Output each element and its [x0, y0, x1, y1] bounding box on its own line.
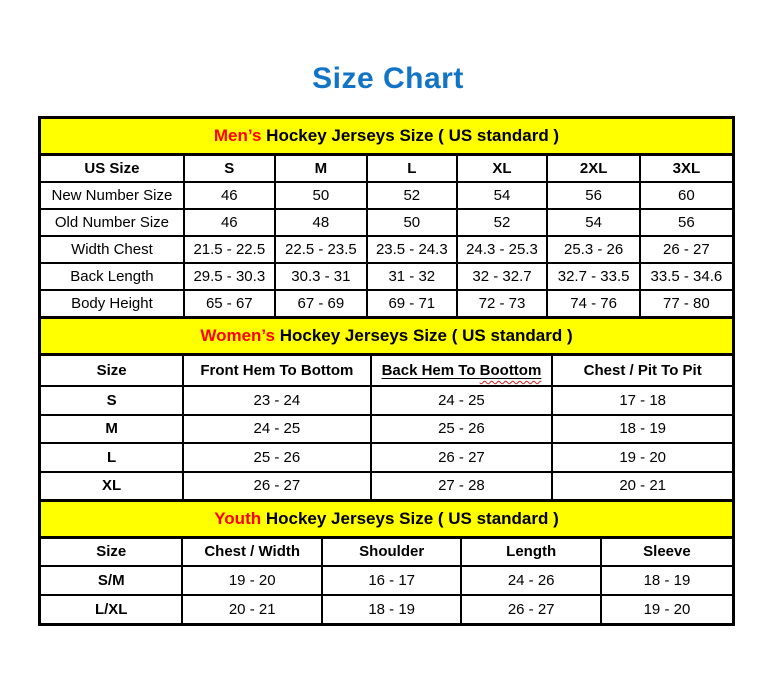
womens-section-band	[40, 318, 734, 355]
womens-header-row	[40, 355, 734, 387]
column-header-us-size: US Size	[40, 155, 184, 183]
youth-header-row	[40, 538, 734, 567]
table-row	[40, 472, 734, 501]
cell-value: 32 - 32.7	[457, 263, 548, 290]
column-header-back-hem	[371, 355, 553, 387]
youth-size-table	[38, 499, 735, 626]
womens-band-highlight: Women’s	[200, 326, 275, 346]
cell-value: 18 - 19	[552, 415, 733, 444]
column-header-chest-width: Chest / Width	[182, 538, 321, 567]
cell-value: 50	[367, 209, 457, 236]
cell-value: 25 - 26	[371, 415, 553, 444]
cell-value: 52	[457, 209, 548, 236]
row-label: S/M	[40, 566, 183, 595]
cell-value: 33.5 - 34.6	[640, 263, 734, 290]
cell-value: 18 - 19	[601, 566, 734, 595]
womens-size-table	[38, 316, 735, 502]
cell-value: 24 - 25	[371, 386, 553, 415]
youth-band-text: Hockey Jerseys Size ( US standard )	[265, 509, 559, 529]
page-title: Size Chart	[312, 62, 464, 95]
cell-value: 54	[547, 209, 639, 236]
cell-value: 16 - 17	[322, 566, 461, 595]
misspelled-word: Boottom	[479, 361, 542, 379]
row-label: Width Chest	[40, 236, 184, 263]
row-label: L	[40, 443, 184, 472]
mens-section-band-row	[40, 118, 734, 155]
cell-value: 20 - 21	[182, 595, 321, 625]
cell-value: 30.3 - 31	[275, 263, 367, 290]
cell-value: 74 - 76	[547, 290, 639, 318]
row-label: XL	[40, 472, 184, 501]
cell-value: 25 - 26	[183, 443, 370, 472]
cell-value: 31 - 32	[367, 263, 457, 290]
mens-size-table	[38, 116, 735, 319]
table-row	[40, 443, 734, 472]
cell-value: 26 - 27	[640, 236, 734, 263]
womens-section-band-row	[40, 318, 734, 355]
column-header-size: Size	[40, 538, 183, 567]
back-hem-prefix: Back Hem To	[381, 361, 480, 379]
table-row	[40, 209, 734, 236]
row-label: Old Number Size	[40, 209, 184, 236]
cell-value: 67 - 69	[275, 290, 367, 318]
cell-value: 18 - 19	[322, 595, 461, 625]
cell-value: 77 - 80	[640, 290, 734, 318]
column-header-xl: XL	[457, 155, 548, 183]
table-row	[40, 386, 734, 415]
youth-section-band	[40, 501, 734, 538]
row-label: New Number Size	[40, 182, 184, 209]
youth-band-highlight: Youth	[214, 509, 262, 529]
cell-value: 27 - 28	[371, 472, 553, 501]
cell-value: 48	[275, 209, 367, 236]
cell-value: 56	[640, 209, 734, 236]
cell-value: 19 - 20	[601, 595, 734, 625]
column-header-l: L	[367, 155, 457, 183]
column-header-chest-pit: Chest / Pit To Pit	[552, 355, 733, 387]
cell-value: 26 - 27	[371, 443, 553, 472]
row-label: S	[40, 386, 184, 415]
cell-value: 46	[184, 209, 275, 236]
cell-value: 17 - 18	[552, 386, 733, 415]
cell-value: 20 - 21	[552, 472, 733, 501]
cell-value: 56	[547, 182, 639, 209]
column-header-3xl: 3XL	[640, 155, 734, 183]
cell-value: 69 - 71	[367, 290, 457, 318]
mens-header-row	[40, 155, 734, 183]
cell-value: 22.5 - 23.5	[275, 236, 367, 263]
cell-value: 24 - 25	[183, 415, 370, 444]
mens-band-highlight: Men’s	[213, 126, 262, 146]
row-label: Back Length	[40, 263, 184, 290]
cell-value: 19 - 20	[182, 566, 321, 595]
cell-value: 23 - 24	[183, 386, 370, 415]
cell-value: 24 - 26	[461, 566, 600, 595]
cell-value: 52	[367, 182, 457, 209]
column-header-shoulder: Shoulder	[322, 538, 461, 567]
cell-value: 54	[457, 182, 548, 209]
table-row	[40, 182, 734, 209]
column-header-length: Length	[461, 538, 600, 567]
row-label: Body Height	[40, 290, 184, 318]
table-row	[40, 595, 734, 625]
mens-band-text: Hockey Jerseys Size ( US standard )	[266, 126, 560, 146]
cell-value: 50	[275, 182, 367, 209]
cell-value: 29.5 - 30.3	[184, 263, 275, 290]
column-header-2xl: 2XL	[547, 155, 639, 183]
cell-value: 25.3 - 26	[547, 236, 639, 263]
column-header-m: M	[275, 155, 367, 183]
row-label: M	[40, 415, 184, 444]
cell-value: 60	[640, 182, 734, 209]
cell-value: 24.3 - 25.3	[457, 236, 548, 263]
cell-value: 26 - 27	[461, 595, 600, 625]
column-header-sleeve: Sleeve	[601, 538, 734, 567]
cell-value: 46	[184, 182, 275, 209]
column-header-front-hem: Front Hem To Bottom	[183, 355, 370, 387]
mens-section-band	[40, 118, 734, 155]
cell-value: 32.7 - 33.5	[547, 263, 639, 290]
cell-value: 23.5 - 24.3	[367, 236, 457, 263]
womens-band-text: Hockey Jerseys Size ( US standard )	[279, 326, 573, 346]
table-row	[40, 236, 734, 263]
cell-value: 65 - 67	[184, 290, 275, 318]
table-row	[40, 263, 734, 290]
cell-value: 72 - 73	[457, 290, 548, 318]
cell-value: 21.5 - 22.5	[184, 236, 275, 263]
table-row	[40, 566, 734, 595]
cell-value: 19 - 20	[552, 443, 733, 472]
cell-value: 26 - 27	[183, 472, 370, 501]
table-row	[40, 415, 734, 444]
column-header-s: S	[184, 155, 275, 183]
youth-section-band-row	[40, 501, 734, 538]
back-hem-underlined-label	[382, 362, 542, 379]
table-row	[40, 290, 734, 318]
column-header-size: Size	[40, 355, 184, 387]
row-label: L/XL	[40, 595, 183, 625]
